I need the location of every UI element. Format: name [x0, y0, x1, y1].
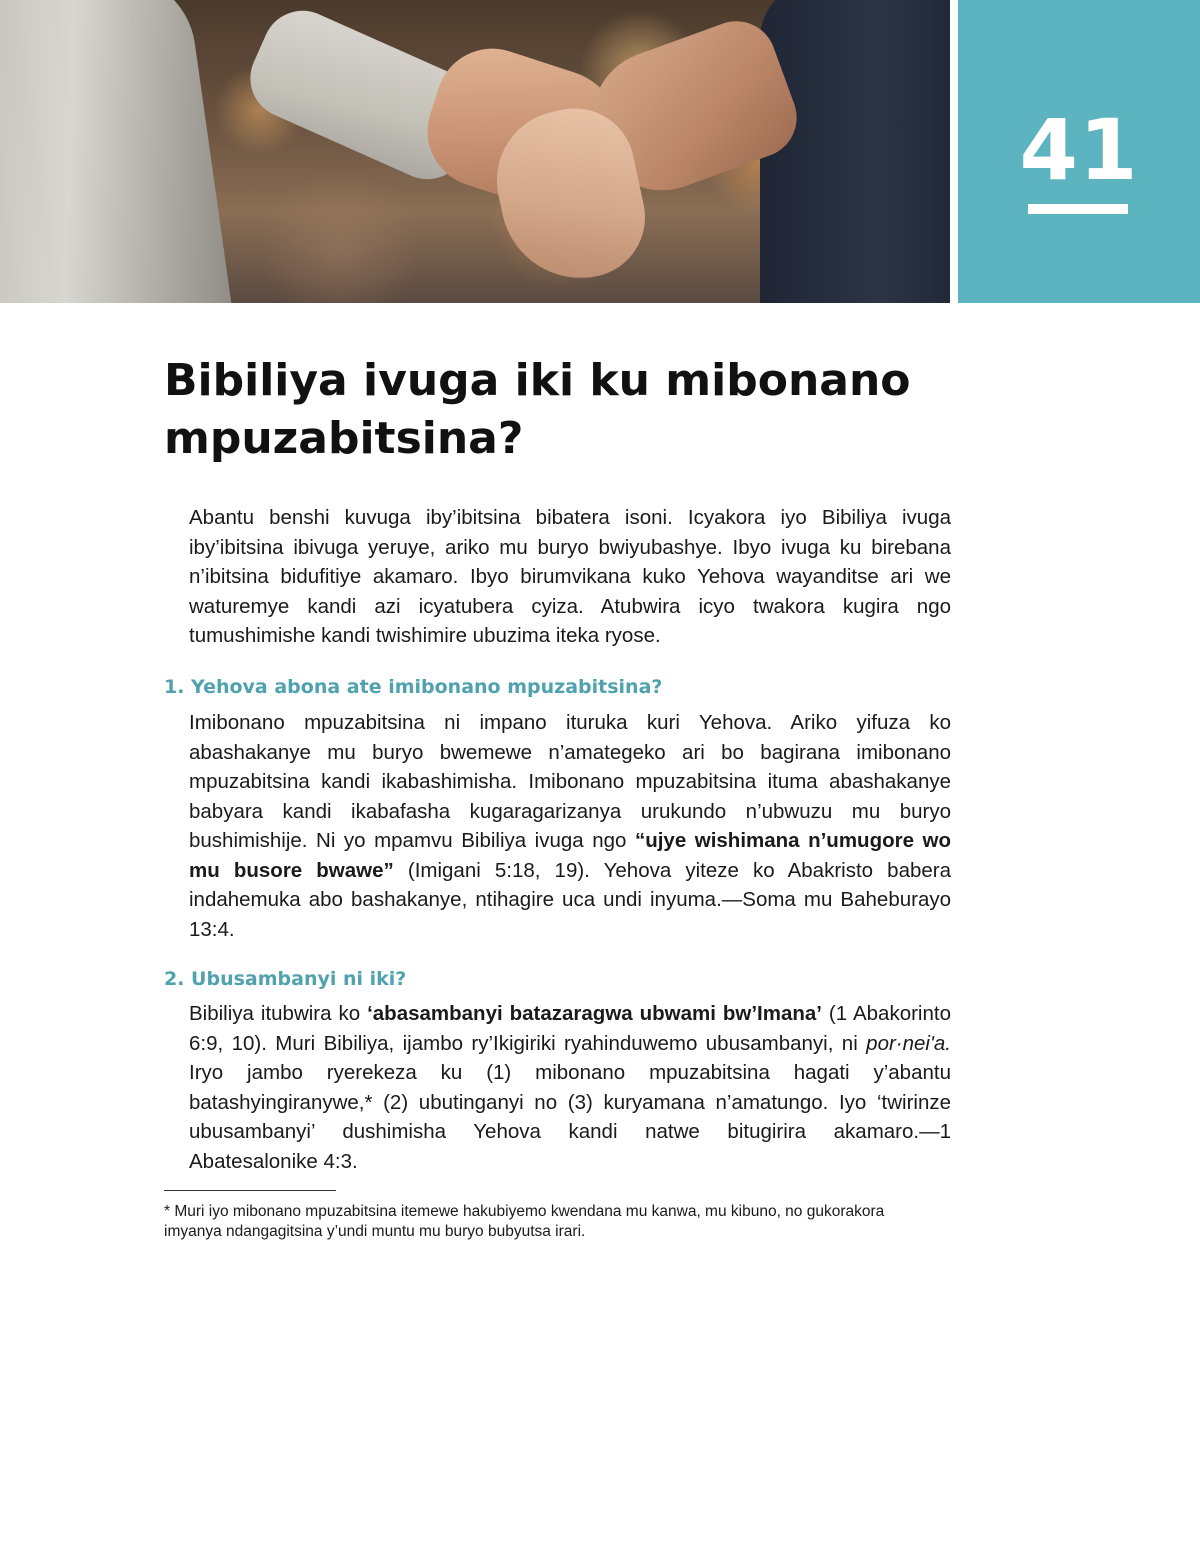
footnote-divider: [164, 1190, 336, 1191]
chapter-number: 41: [1019, 101, 1139, 199]
footnote: * Muri iyo mibonano mpuzabitsina itemewe hakubiyemo kwendana mu kanwa, mu kibuno, no gukorakora imyanya ndangagitsina y’undi muntu mu buryo bubyutsa irari.: [164, 1203, 885, 1240]
photo-sleeve-right: [760, 0, 950, 303]
body-text: Iryo jambo ryerekeza ku (1) mibonano mpuzabitsina hagati y’abantu batashyingiranywe,* (2) ubutinganyi no (3) kuryamana n’amatungo. Iyo ‘twirinze ubusambanyi’ dushimisha Yehova kandi natwe bitugirira akamaro.—1 Abatesalonike 4:3.: [189, 1061, 951, 1173]
body-text: (1 Abakorinto 6:9, 10). Muri Bibiliya, ijambo ry’Ikigiriki ryahinduwemo ubusambanyi, ni: [189, 1002, 951, 1055]
chapter-badge: [958, 0, 1200, 303]
photo-sleeve-left: [0, 0, 234, 303]
question-2-heading: 2. Ubusambanyi ni iki?: [164, 968, 407, 990]
page-title: Bibiliya ivuga iki ku mibonano mpuzabitsina?: [164, 355, 911, 464]
question-1-body: [189, 708, 951, 944]
scripture-quote: “ujye wishimana n’umugore wo mu busore bwawe”: [189, 829, 951, 882]
intro-paragraph: Abantu benshi kuvuga iby’ibitsina bibatera isoni. Icyakora iyo Bibiliya ivuga iby’ibitsina ibivuga yeruye, ariko mu buryo bwiyubashye. Ibyo ivuga ku birebana n’ibitsina bidufitiye akamaro. Ibyo birumvikana kuko Yehova wayanditse ari we waturemye kandi azi icyatubera cyiza. Atubwira icyo twakora kugira ngo tumushimishe kandi twishimire ubuzima iteka ryose.: [189, 506, 951, 647]
chapter-underline: [1028, 204, 1128, 214]
greek-term: por·neiʹa.: [866, 1031, 951, 1055]
question-2-body: [189, 999, 951, 1176]
body-text: Bibiliya itubwira ko: [189, 1002, 368, 1025]
header-photo: [0, 0, 950, 303]
question-1-heading: 1. Yehova abona ate imibonano mpuzabitsina?: [164, 676, 663, 698]
scripture-quote: ‘abasambanyi batazaragwa ubwami bw’Imana’: [367, 1002, 822, 1025]
body-text: Imibonano mpuzabitsina ni impano ituruka kuri Yehova. Ariko yifuza ko abashakanye mu buryo bwemewe n’amategeko ari bo bagirana imibonano mpuzabitsina kandi ikabashimisha. Imibonano mpuzabitsina ituma abashakanye babyara kandi ikabafasha kugaragarizanya urukundo n’ubwuzu mu buryo bushimishije. Ni yo mpamvu Bibiliya ivuga ngo: [189, 711, 951, 852]
body-text: (Imigani 5:18, 19). Yehova yiteze ko Abakristo babera indahemuka abo bashakanye, ntihagire uca undi inyuma.—Soma mu Baheburayo 13:4.: [189, 858, 951, 941]
